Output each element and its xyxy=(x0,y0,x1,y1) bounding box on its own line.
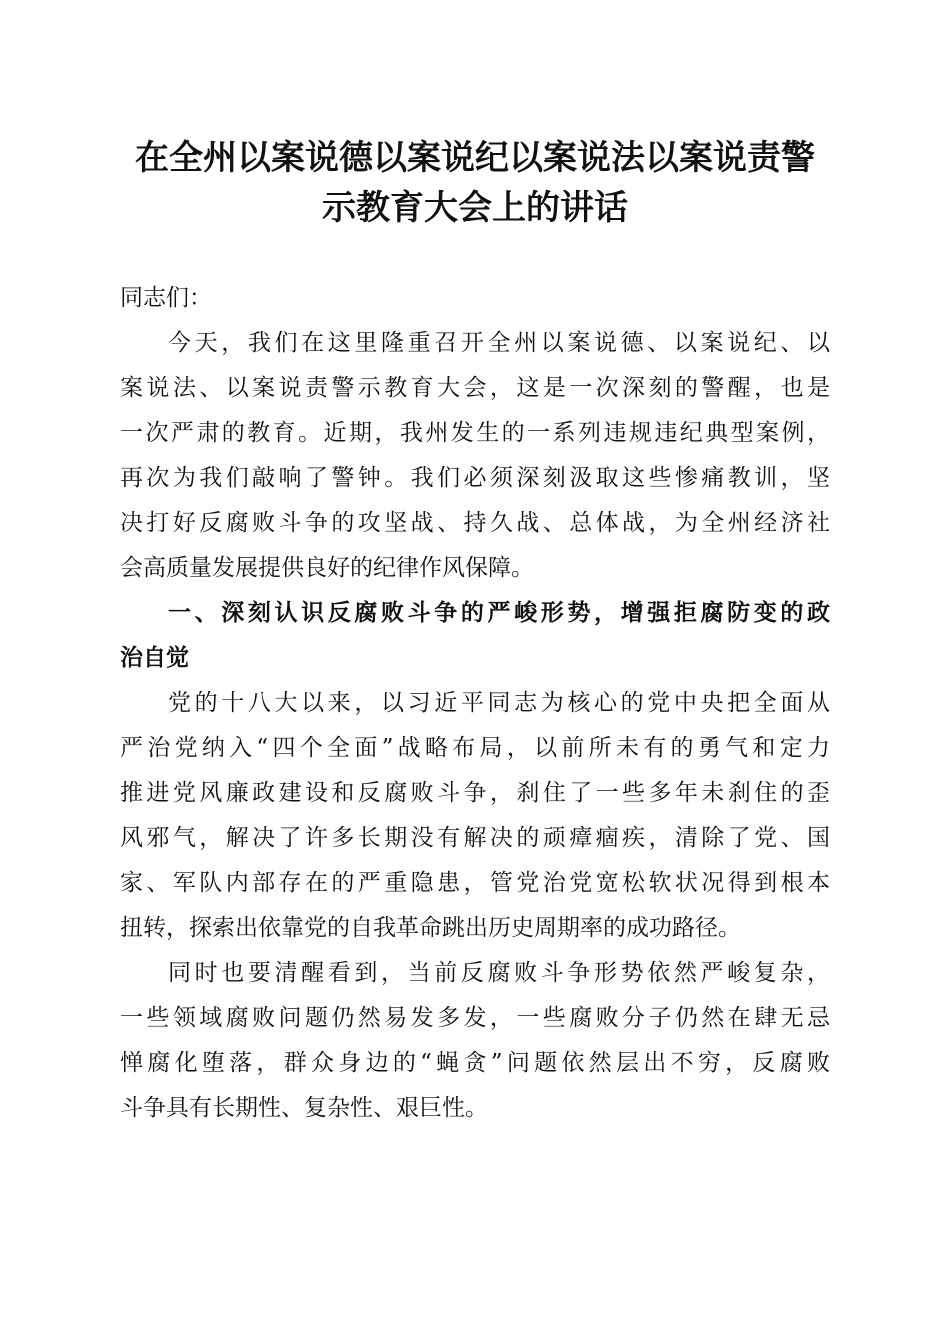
paragraph-party-history xyxy=(120,681,830,951)
paragraph-line: 一次严肃的教育。近期，我州发生的一系列违规违纪典型案例， xyxy=(120,420,830,446)
title-line: 在全州以案说德以案说纪以案说法以案说责警 xyxy=(135,138,815,178)
paragraph-line: 会高质量发展提供良好的纪律作风保障。 xyxy=(120,555,534,581)
paragraph-line: 案说法、以案说责警示教育大会，这是一次深刻的警醒，也是 xyxy=(120,375,830,401)
paragraph-line: 决打好反腐败斗争的攻坚战、持久战、总体战，为全州经济社 xyxy=(120,510,830,536)
paragraph-line: 家、军队内部存在的严重隐患，管党治党宽松软状况得到根本 xyxy=(120,870,830,896)
section-heading-1 xyxy=(120,591,830,681)
salutation: 同志们： xyxy=(120,285,212,311)
paragraph-current-situation xyxy=(120,951,830,1131)
paragraph-line: 惮腐化堕落，群众身边的“蝇贪”问题依然层出不穷，反腐败 xyxy=(120,1050,830,1076)
document-body xyxy=(120,276,830,1131)
paragraph-line: 再次为我们敲响了警钟。我们必须深刻汲取这些惨痛教训，坚 xyxy=(120,465,830,491)
paragraph-opening xyxy=(120,321,830,591)
paragraph-line: 今天，我们在这里隆重召开全州以案说德、以案说纪、以 xyxy=(168,330,830,356)
title-line: 示教育大会上的讲话 xyxy=(322,188,628,228)
heading-line: 一、深刻认识反腐败斗争的严峻形势，增强拒腐防变的政 xyxy=(168,600,830,626)
paragraph-line: 同时也要清醒看到，当前反腐败斗争形势依然严峻复杂， xyxy=(168,960,830,986)
paragraph-line: 扭转，探索出依靠党的自我革命跳出历史周期率的成功路径。 xyxy=(120,915,741,941)
paragraph-line: 严治党纳入“四个全面”战略布局，以前所未有的勇气和定力 xyxy=(120,735,830,761)
paragraph-line: 党的十八大以来，以习近平同志为核心的党中央把全面从 xyxy=(168,690,830,716)
heading-line: 治自觉 xyxy=(120,645,189,671)
document-title xyxy=(100,133,850,233)
paragraph-line: 推进党风廉政建设和反腐败斗争，刹住了一些多年未刹住的歪 xyxy=(120,780,830,806)
paragraph-line: 斗争具有长期性、复杂性、艰巨性。 xyxy=(120,1095,488,1121)
paragraph-line: 风邪气，解决了许多长期没有解决的顽瘴痼疾，清除了党、国 xyxy=(120,825,830,851)
paragraph-line: 一些领域腐败问题仍然易发多发，一些腐败分子仍然在肆无忌 xyxy=(120,1005,830,1031)
